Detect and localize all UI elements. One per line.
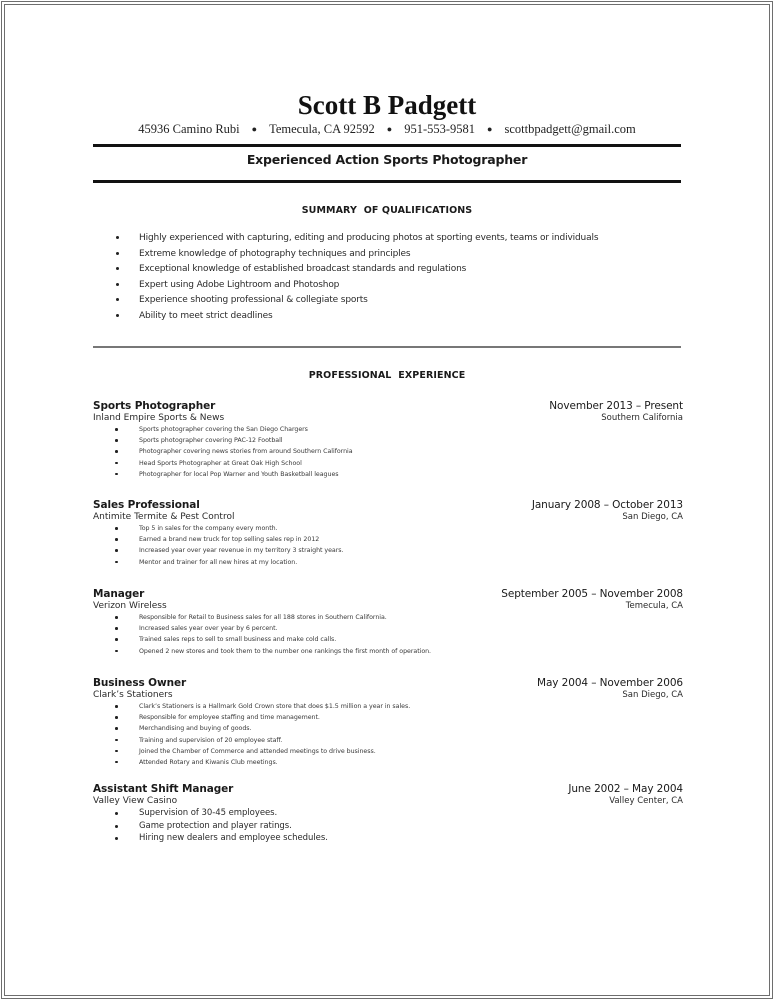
header-divider-bottom	[93, 180, 681, 183]
job-entry	[93, 400, 683, 480]
bullet-icon	[115, 527, 118, 530]
job-dates: January 2008 – October 2013	[531, 499, 683, 511]
professional-headline: Experienced Action Sports Photographer	[246, 152, 528, 167]
duty-text: Merchandising and buying of goods.	[139, 725, 252, 733]
qualification-text: Experience shooting professional & collegiate sports	[139, 295, 368, 306]
bullet-icon	[115, 627, 118, 630]
list-item	[93, 712, 683, 723]
bullet-icon	[116, 314, 119, 317]
list-item	[93, 820, 683, 833]
job-company: Inland Empire Sports & News	[93, 413, 225, 423]
job-entry	[93, 499, 683, 568]
list-item	[93, 262, 693, 278]
duty-text: Photographer for local Pop Warner and Youth Basketball leagues	[139, 470, 339, 478]
bullet-icon	[115, 428, 118, 431]
job-title: Business Owner	[93, 677, 187, 689]
duty-text: Sports photographer covering PAC-12 Football	[139, 437, 283, 445]
list-item	[93, 469, 683, 480]
bullet-icon	[116, 252, 119, 255]
bullet-icon	[115, 825, 118, 828]
bullet-icon	[115, 439, 118, 442]
job-title: Assistant Shift Manager	[93, 783, 234, 795]
job-title: Sales Professional	[93, 499, 200, 511]
list-item	[93, 612, 683, 623]
duty-text: Game protection and player ratings.	[139, 820, 292, 831]
list-item	[93, 458, 683, 469]
qualifications-list	[93, 231, 693, 325]
bullet-icon	[115, 561, 118, 564]
bullet-icon	[115, 761, 118, 764]
list-item	[93, 231, 693, 247]
list-item	[93, 557, 683, 568]
list-item	[93, 757, 683, 768]
duties-list	[93, 612, 683, 657]
job-dates: September 2005 – November 2008	[501, 588, 683, 600]
duty-text: Responsible for employee staffing and time management.	[139, 714, 320, 722]
list-item	[93, 278, 693, 294]
job-title: Manager	[93, 588, 145, 600]
duty-text: Clark’s Stationers is a Hallmark Gold Crown store that does $1.5 million a year in sales.	[139, 703, 411, 710]
header-divider-top	[93, 144, 681, 147]
list-item	[93, 634, 683, 645]
job-dates: November 2013 – Present	[549, 400, 683, 412]
duty-text: Head Sports Photographer at Great Oak High School	[139, 459, 302, 467]
duty-text: Increased sales year over year by 6 percent.	[139, 625, 278, 633]
list-item	[93, 435, 683, 446]
list-item	[93, 424, 683, 435]
duty-text: Earned a brand new truck for top selling sales rep in 2012	[139, 536, 320, 544]
qualification-text: Extreme knowledge of photography techniques and principles	[139, 248, 411, 259]
bullet-separator-icon: ●	[487, 124, 493, 134]
candidate-name: Scott B Padgett	[297, 90, 477, 120]
job-title: Sports Photographer	[93, 400, 216, 412]
list-item	[93, 534, 683, 545]
duty-text: Hiring new dealers and employee schedules.	[139, 833, 328, 843]
bullet-icon	[115, 538, 118, 541]
bullet-icon	[115, 450, 118, 453]
bullet-separator-icon: ●	[251, 124, 258, 134]
bullet-icon	[115, 750, 118, 753]
list-item	[93, 646, 683, 657]
bullet-icon	[116, 267, 119, 270]
bullet-icon	[115, 462, 118, 465]
duty-text: Responsible for Retail to Business sales for all 188 stores in Southern California.	[139, 614, 387, 621]
duties-list	[93, 523, 683, 568]
list-item	[93, 723, 683, 734]
bullet-icon	[115, 837, 118, 840]
list-item	[93, 807, 683, 820]
bullet-icon	[116, 283, 119, 286]
duty-text: Supervision of 30-45 employees.	[139, 808, 278, 818]
job-location: San Diego, CA	[622, 512, 683, 522]
list-item	[93, 293, 693, 309]
job-location: Temecula, CA	[625, 601, 683, 611]
list-item	[93, 735, 683, 746]
duty-text: Mentor and trainer for all new hires at my location.	[139, 558, 298, 566]
section-divider	[93, 346, 681, 348]
qualification-text: Highly experienced with capturing, editing and producing photos at sporting events, teams or individuals	[139, 233, 599, 243]
bullet-icon	[115, 549, 118, 552]
duty-text: Trained sales reps to sell to small business and make cold calls.	[139, 636, 337, 644]
job-company: Valley View Casino	[93, 796, 178, 806]
bullet-icon	[115, 650, 118, 653]
summary-section-title: SUMMARY OF QUALIFICATIONS	[301, 205, 473, 216]
duty-text: Photographer covering news stories from around Southern California	[139, 448, 353, 456]
job-company: Verizon Wireless	[93, 601, 167, 611]
job-location: Southern California	[601, 413, 683, 423]
contact-line	[0, 121, 774, 138]
duty-text: Training and supervision of 20 employee staff.	[139, 736, 283, 744]
job-entry	[93, 783, 683, 845]
job-dates: May 2004 – November 2006	[537, 677, 683, 689]
job-company: Clark’s Stationers	[93, 690, 173, 700]
bullet-icon	[115, 739, 118, 742]
job-dates: June 2002 – May 2004	[568, 783, 683, 795]
bullet-icon	[115, 705, 118, 708]
job-location: San Diego, CA	[622, 690, 683, 700]
job-entry	[93, 677, 683, 768]
duty-text: Increased year over year revenue in my territory 3 straight years.	[139, 547, 344, 555]
duties-list	[93, 424, 683, 480]
qualification-text: Exceptional knowledge of established broadcast standards and regulations	[139, 264, 467, 275]
bullet-icon	[115, 727, 118, 730]
bullet-icon	[115, 616, 118, 619]
bullet-icon	[116, 298, 119, 301]
job-entry	[93, 588, 683, 657]
list-item	[93, 545, 683, 556]
qualification-text: Expert using Adobe Lightroom and Photoshop	[139, 279, 340, 290]
bullet-icon	[115, 716, 118, 719]
list-item	[93, 446, 683, 457]
bullet-icon	[115, 473, 118, 476]
list-item	[93, 623, 683, 634]
duties-list	[93, 701, 683, 768]
list-item	[93, 832, 683, 845]
duty-text: Attended Rotary and Kiwanis Club meetings.	[139, 758, 278, 766]
qualification-text: Ability to meet strict deadlines	[139, 310, 273, 321]
contact-address: 45936 Camino Rubi	[138, 122, 240, 136]
duty-text: Sports photographer covering the San Diego Chargers	[139, 426, 308, 433]
list-item	[93, 247, 693, 263]
duty-text: Top 5 in sales for the company every month.	[139, 525, 278, 532]
experience-section-title: PROFESSIONAL EXPERIENCE	[308, 370, 466, 381]
job-location: Valley Center, CA	[609, 796, 683, 806]
list-item	[93, 523, 683, 534]
job-company: Antimite Termite & Pest Control	[93, 512, 235, 522]
contact-email[interactable]: scottbpadgett@gmail.com	[504, 122, 636, 136]
list-item	[93, 701, 683, 712]
bullet-icon	[115, 812, 118, 815]
list-item	[93, 309, 693, 325]
duties-list	[93, 807, 683, 845]
bullet-icon	[116, 236, 119, 239]
contact-city: Temecula, CA 92592	[269, 122, 375, 136]
duty-text: Joined the Chamber of Commerce and attended meetings to drive business.	[139, 747, 376, 755]
contact-phone: 951-553-9581	[404, 122, 476, 136]
duty-text: Opened 2 new stores and took them to the number one rankings the first month of operation.	[139, 647, 432, 655]
bullet-icon	[115, 638, 118, 641]
list-item	[93, 746, 683, 757]
bullet-separator-icon: ●	[386, 124, 393, 134]
